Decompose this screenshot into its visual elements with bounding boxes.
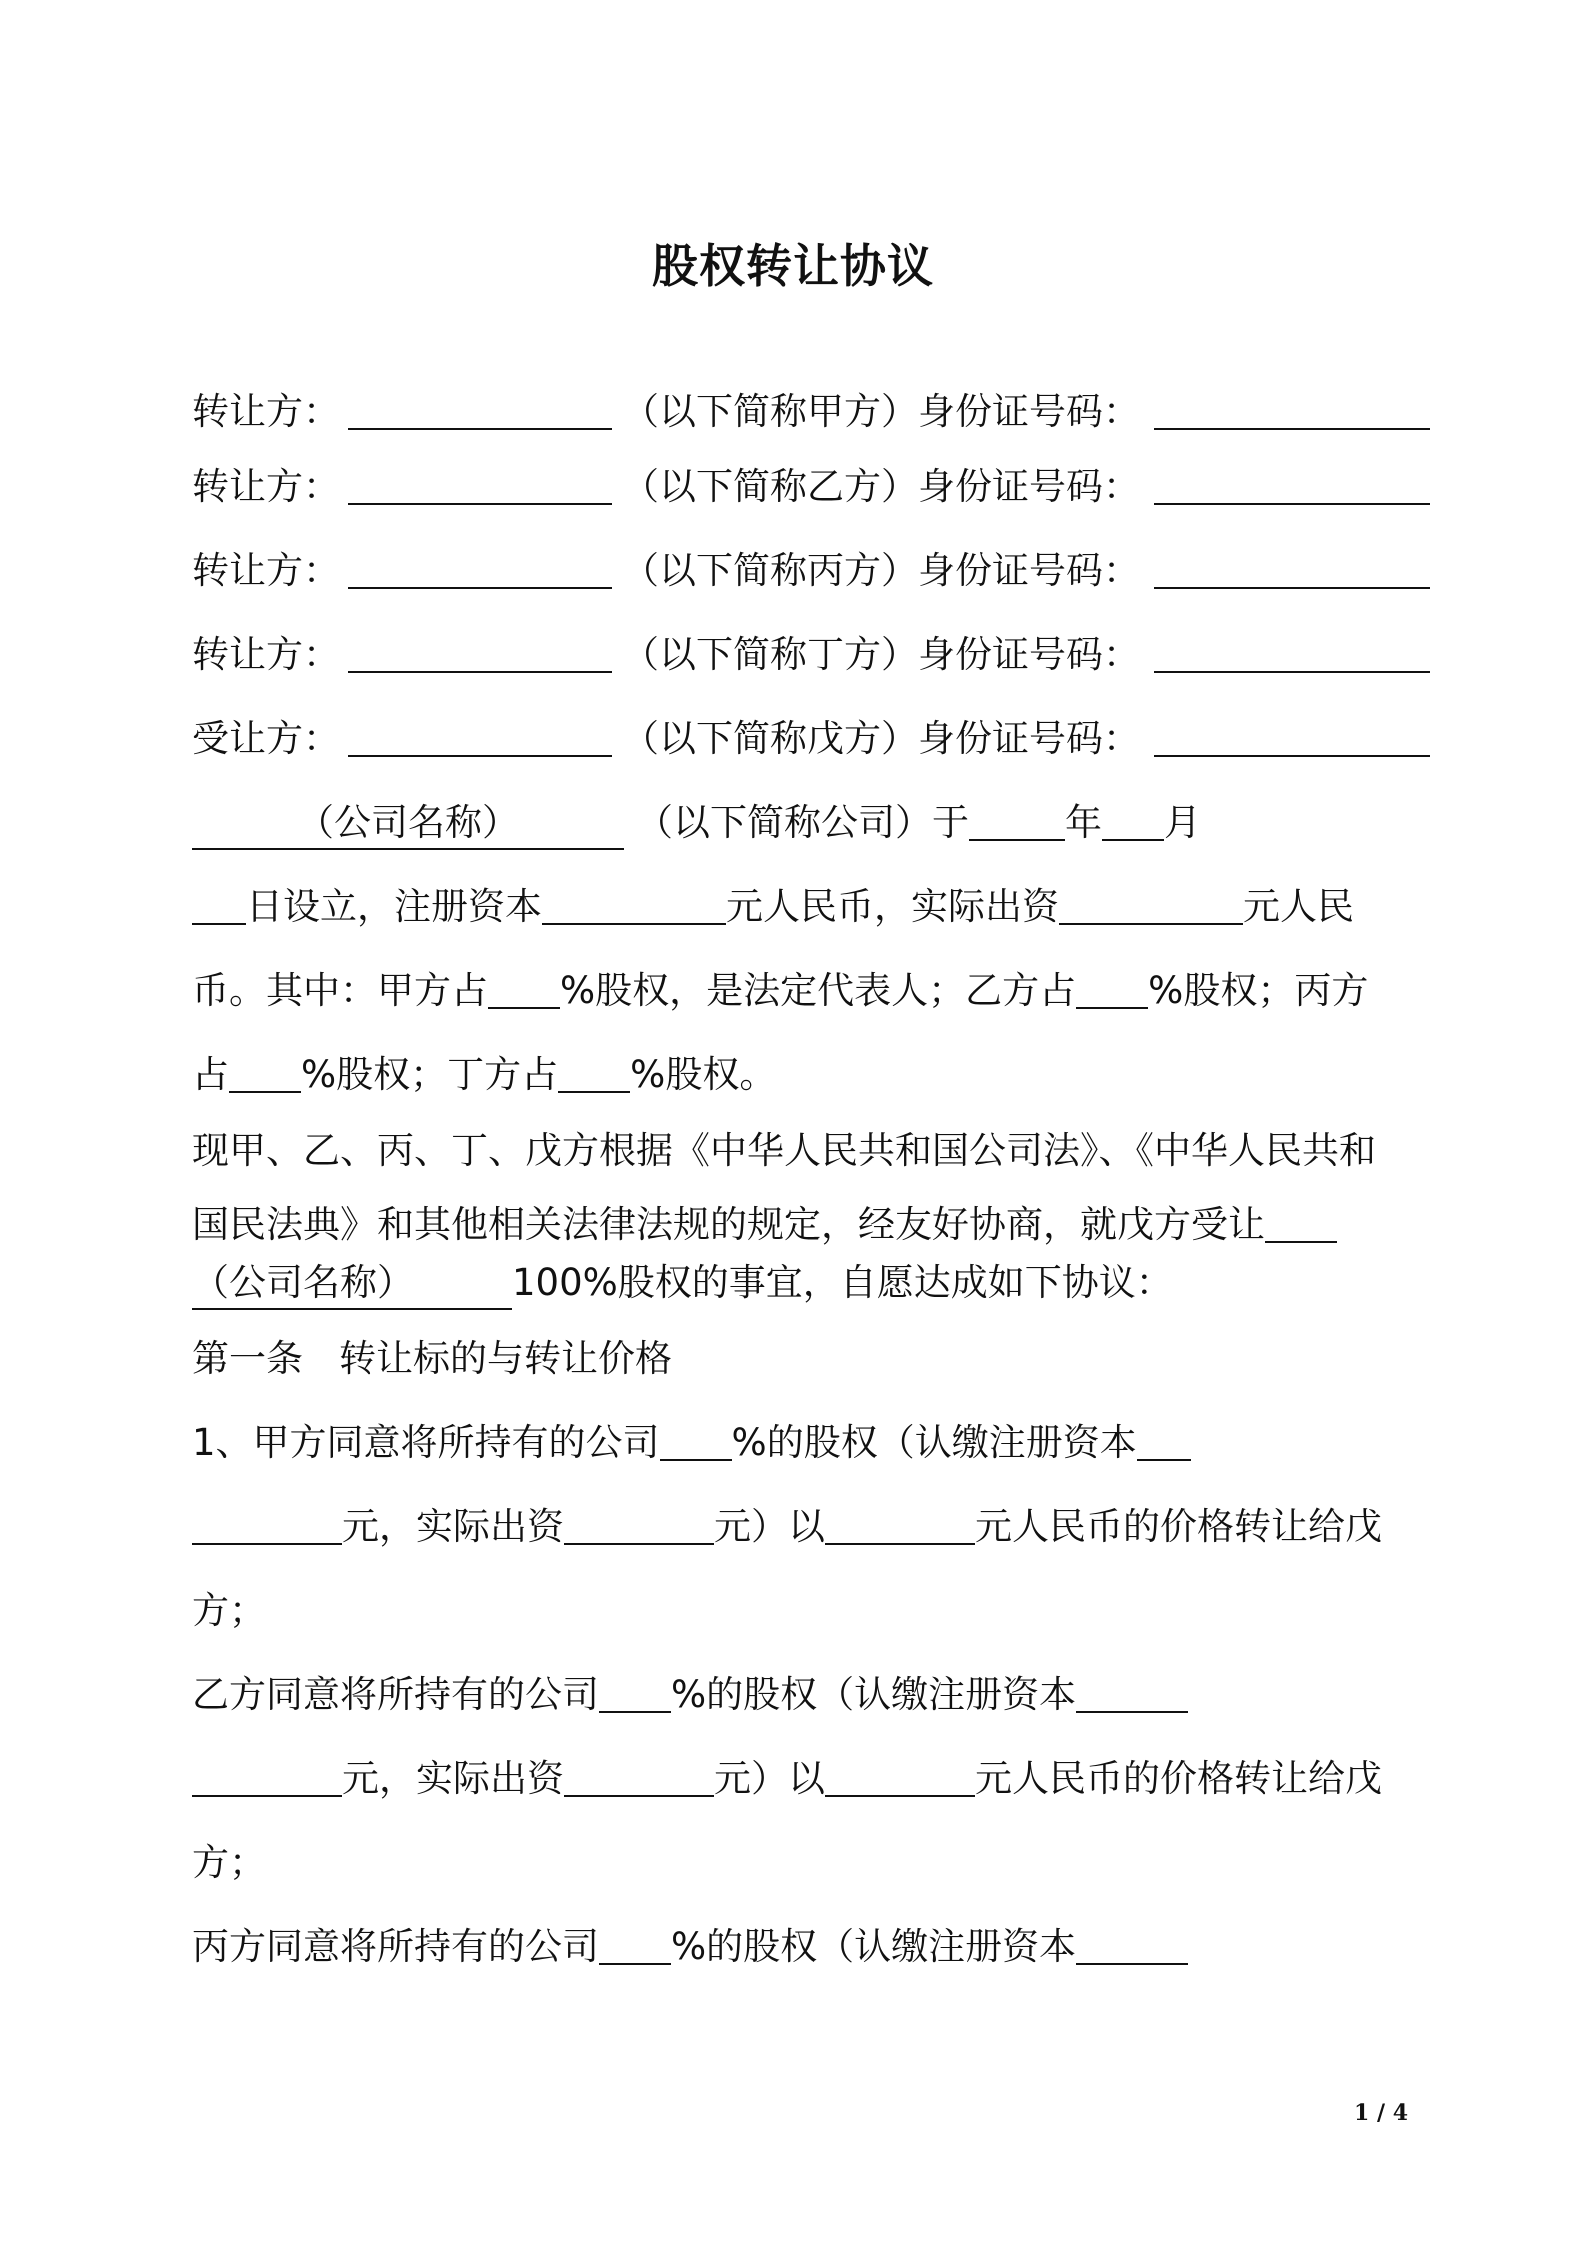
company-line-1 bbox=[192, 793, 1412, 853]
id-number-blank bbox=[1154, 457, 1430, 505]
share-d-blank bbox=[558, 1045, 630, 1093]
clause-1-line-3: 方； bbox=[192, 1589, 266, 1632]
party-line-4 bbox=[192, 625, 1412, 685]
company-line-3 bbox=[192, 961, 1412, 1021]
target-company-blank bbox=[1265, 1195, 1337, 1243]
share-a-blank bbox=[488, 961, 560, 1009]
share-c-blank bbox=[229, 1045, 301, 1093]
subscribed-capital-blank bbox=[1076, 1917, 1188, 1965]
party-role: 转让方： bbox=[192, 633, 340, 676]
clause-2-line-1 bbox=[192, 1665, 1412, 1725]
company-alias: （以下简称公司）于 bbox=[636, 801, 969, 844]
party-line-5 bbox=[192, 709, 1412, 769]
subscribed-amount-blank bbox=[192, 1497, 342, 1545]
preamble-line-1: 现甲、乙、丙、丁、戊方根据《中华人民共和国公司法》、《中华人民共和 bbox=[192, 1129, 1376, 1172]
founded-text: 日设立，注册资本 bbox=[246, 885, 542, 928]
clause-2-line-3: 方； bbox=[192, 1841, 266, 1884]
party-role: 转让方： bbox=[192, 465, 340, 508]
id-label: 身份证号码： bbox=[918, 465, 1140, 508]
clause-3-line-1 bbox=[192, 1917, 1412, 1977]
article-1-heading bbox=[192, 1329, 1412, 1389]
year-blank bbox=[969, 793, 1065, 841]
party-role: 转让方： bbox=[192, 549, 340, 592]
id-number-blank bbox=[1154, 625, 1430, 673]
id-label: 身份证号码： bbox=[918, 549, 1140, 592]
party-alias: （以下简称戊方） bbox=[622, 717, 918, 760]
clause-1-line-1 bbox=[192, 1413, 1412, 1473]
percent-blank bbox=[599, 1917, 671, 1965]
share-text-a: 币。其中：甲方占 bbox=[192, 969, 488, 1012]
day-blank bbox=[192, 877, 246, 925]
price-end: 元人民币的价格转让给戊 bbox=[975, 1505, 1382, 1548]
clause-start: 丙方同意将所持有的公司 bbox=[192, 1925, 599, 1968]
clause-mid: %的股权（认缴注册资本 bbox=[731, 1421, 1137, 1464]
clause-2-line-2 bbox=[192, 1749, 1412, 1809]
currency-text-b: 元人民 bbox=[1243, 885, 1354, 928]
id-number-blank bbox=[1154, 709, 1430, 757]
preamble-line-2 bbox=[192, 1195, 1412, 1255]
preamble-line-3 bbox=[192, 1253, 1412, 1313]
target-company-name-blank: （公司名称） bbox=[192, 1258, 512, 1310]
paid-capital-blank bbox=[1059, 877, 1243, 925]
yuan-paid: 元，实际出资 bbox=[342, 1505, 564, 1548]
party-name-blank bbox=[348, 709, 612, 757]
preamble-text: 国民法典》和其他相关法律法规的规定，经友好协商，就戊方受让 bbox=[192, 1203, 1265, 1246]
yuan-paid: 元，实际出资 bbox=[342, 1757, 564, 1800]
party-role: 受让方： bbox=[192, 717, 340, 760]
party-name-blank bbox=[348, 382, 612, 430]
subscribed-capital-blank bbox=[1137, 1413, 1191, 1461]
id-number-blank bbox=[1154, 382, 1430, 430]
party-alias: （以下简称丁方） bbox=[622, 633, 918, 676]
currency-text-a: 元人民币，实际出资 bbox=[726, 885, 1059, 928]
price-blank bbox=[825, 1497, 975, 1545]
price-blank bbox=[825, 1749, 975, 1797]
clause-mid: %的股权（认缴注册资本 bbox=[671, 1673, 1077, 1716]
party-name-blank bbox=[348, 625, 612, 673]
percent-blank bbox=[599, 1665, 671, 1713]
party-alias: （以下简称甲方） bbox=[622, 390, 918, 433]
subscribed-capital-blank bbox=[1076, 1665, 1188, 1713]
party-alias: （以下简称丙方） bbox=[622, 549, 918, 592]
party-line-2 bbox=[192, 457, 1412, 517]
share-text-d: 占 bbox=[192, 1053, 229, 1096]
share-text-c: %股权；丙方 bbox=[1148, 969, 1369, 1012]
year-label: 年 bbox=[1065, 801, 1102, 844]
party-line-1 bbox=[192, 382, 1412, 442]
page-number: 1 / 4 bbox=[1354, 2100, 1408, 2126]
id-number-blank bbox=[1154, 541, 1430, 589]
party-name-blank bbox=[348, 541, 612, 589]
party-role: 转让方： bbox=[192, 390, 340, 433]
paid-amount-blank bbox=[564, 1749, 714, 1797]
subscribed-amount-blank bbox=[192, 1749, 342, 1797]
document-title: 股权转让协议 bbox=[652, 239, 934, 293]
registered-capital-blank bbox=[542, 877, 726, 925]
company-name-blank: （公司名称） bbox=[192, 798, 624, 850]
share-text-f: %股权。 bbox=[630, 1053, 777, 1096]
share-text-e: %股权；丁方占 bbox=[301, 1053, 559, 1096]
party-line-3 bbox=[192, 541, 1412, 601]
share-text-b: %股权，是法定代表人；乙方占 bbox=[560, 969, 1077, 1012]
company-line-2 bbox=[192, 877, 1412, 937]
id-label: 身份证号码： bbox=[918, 717, 1140, 760]
clause-mid: %的股权（认缴注册资本 bbox=[671, 1925, 1077, 1968]
month-blank bbox=[1102, 793, 1164, 841]
percent-blank bbox=[660, 1413, 732, 1461]
yuan-close: 元）以 bbox=[714, 1505, 825, 1548]
paid-amount-blank bbox=[564, 1497, 714, 1545]
clause-start: 乙方同意将所持有的公司 bbox=[192, 1673, 599, 1716]
month-label: 月 bbox=[1164, 801, 1201, 844]
article-title: 转让标的与转让价格 bbox=[339, 1337, 672, 1380]
clause-1-line-2 bbox=[192, 1497, 1412, 1557]
party-alias: （以下简称乙方） bbox=[622, 465, 918, 508]
id-label: 身份证号码： bbox=[918, 390, 1140, 433]
party-name-blank bbox=[348, 457, 612, 505]
yuan-close: 元）以 bbox=[714, 1757, 825, 1800]
company-line-4 bbox=[192, 1045, 1412, 1105]
price-end: 元人民币的价格转让给戊 bbox=[975, 1757, 1382, 1800]
article-number: 第一条 bbox=[192, 1337, 303, 1380]
id-label: 身份证号码： bbox=[918, 633, 1140, 676]
clause-start: 1、甲方同意将所持有的公司 bbox=[192, 1421, 660, 1464]
share-b-blank bbox=[1076, 961, 1148, 1009]
preamble-text-end: 100%股权的事宜，自愿达成如下协议： bbox=[512, 1261, 1173, 1304]
